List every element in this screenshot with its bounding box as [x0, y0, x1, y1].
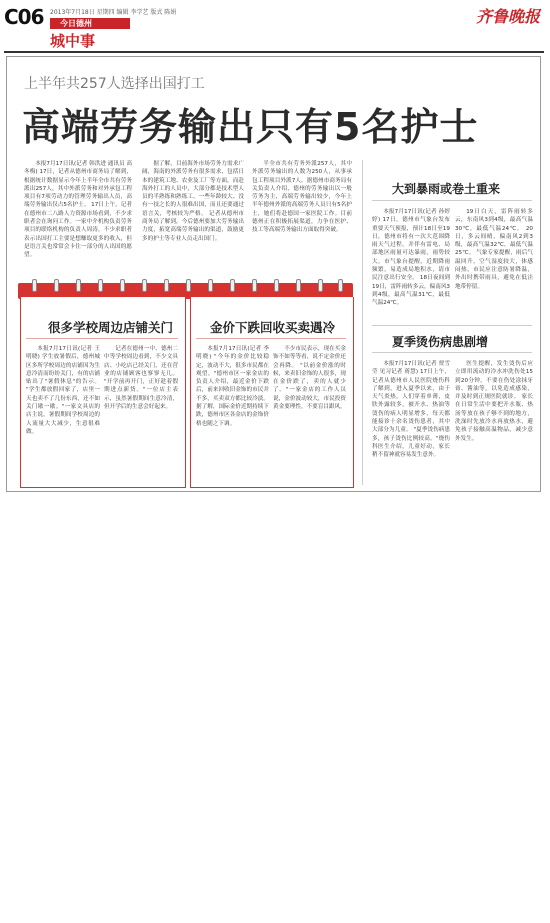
card-schools-column-1-text: 本报7月17日讯(记者 王明晓) 学生放暑假后，德州城区多所学校周边的店铺因为生意冷清而纷纷关门，有的店铺贴出了"暑假休息"的告示。 "学生都放假回家了，店里一天也卖不了几份东西，还不如关门歇一歇。"一家文具店的店主说，暑假期间学校周边的人流量大大减少，生意很难做。: [26, 346, 100, 435]
card-schools-column-2: [104, 345, 178, 482]
sidebar2-column-2-text: 医生提醒，发生烫伤后应立即用流动的冷水冲洗伤处15到20分钟，不要在伤处涂抹牙膏、酱油等，以免造成感染，并及时到正规医院就诊。 家长在日常生活中要把开水瓶、热汤等放在孩子够不到的地方，洗澡时先放冷水再放热水，避免孩子接触高温物品，减少意外发生。: [455, 361, 533, 442]
sidebar2-rule: [372, 352, 532, 353]
binder-ring-icon: [318, 279, 323, 292]
card-gold-column-1: [196, 345, 269, 482]
lead-column-2-text: 据了解，目前海外市场劳务力需求广阔，海南的外派劳务有很多需求，包括日本的建筑工地、农业及工厂等方面，而赴海外打工的人员中，大部分都是技术型人员的半熟练和熟练工。一些年龄较大、没有一技之长的人很难出国，而且还要通过语言关，考核较为严格。 记者从德州市商务局了解到，今后德州要加大劳务输出力度，拓宽高端劳务输出的渠道，鼓励更多的护士等专业人员走出国门。: [142, 161, 244, 242]
card-schools-column-2-text: 记者在德州一中、德州二中等学校周边看到，不少文具店、小吃店已经关门，还在营业的店铺顾客也寥寥无几。 "开学前再开门，正好趁着假期进点新货。"一位店主表示，虽然暑假期间生意冷清，但开学后的生意会好起来。: [104, 346, 178, 411]
binder-ring-icon: [54, 279, 59, 292]
lead-subtitle: 上半年共257人选择出国打工: [24, 76, 205, 92]
card-schools-title: 很多学校周边店铺关门: [48, 320, 174, 335]
card-gold-title: 金价下跌回收买卖遇冷: [210, 320, 336, 335]
section-tag: 今日德州: [50, 18, 130, 29]
binder-ring-icon: [296, 279, 301, 292]
sidebar1-column-1: [372, 208, 450, 316]
lead-column-1: [24, 160, 132, 265]
binder-ring-icon: [274, 279, 279, 292]
binder-ring-icon: [230, 279, 235, 292]
sidebar1-rule: [372, 200, 532, 201]
binder-ring-icon: [76, 279, 81, 292]
lead-column-1-text: 本报7月17日讯(记者 韩洪进 通讯员 高冬梅) 17日，记者从德州市商务局了解到，根据统计数据显示今年上半年全市共有劳务派出257人，其中外派劳务和对外承包工程项目有7项劳动力的管理劳务输出人员，高端劳务输出仅占5名护士。 17日上午，记者在德州市二八路人力资源市场看到，不少求职者会在询问工作。一家中介机构负责劳务项目的联络机构的负责人周涛，不少求职者表示出国打工主要是想赚取更多的收入，但是语言关也常常会卡住一部分的人出国的愿望。: [24, 161, 132, 259]
card-gold-column-2: [273, 345, 346, 482]
lead-column-2: [142, 160, 244, 265]
card-gold-rule: [196, 338, 346, 339]
binder-ring-icon: [120, 279, 125, 292]
binder-ring-icon: [208, 279, 213, 292]
lead-column-3-text: 半全市共有劳务外派257人，其中外派劳务输出的人数为250人，从事承包工程项目外派7人。据德州市商务局有关负责人介绍，德州的劳务输出以一般劳务为主，高端劳务输出较少，今年上半年德州外派的高端劳务人员只有5名护士，她们将赴德国一家医院工作。目前德州正在积极拓展渠道，力争在医护、技工等高端劳务输出方面取得突破。: [252, 161, 352, 234]
masthead-logo: 齐鲁晚报: [475, 7, 540, 26]
sidebar1-title: 大到暴雨或卷土重来: [392, 182, 501, 196]
sidebar-divider: [362, 160, 363, 485]
card-gold-column-2-text: 不少市民表示，现在买金饰不如等等看，说不定金价还会再降。 "以前金价涨的时候，来卖旧金饰的人很多，现在金价跌了，卖的人就少了。"一家金店的工作人员说，金价波动较大，市民投资黄金要理性，不要盲目跟风。: [273, 346, 346, 411]
sidebar2-column-1: [372, 360, 450, 485]
card-gold-column-1-text: 本报7月17日讯(记者 李明晓) "今年的金价比较稳定，波动不大，很多市民都在观望。"德州市区一家金店的负责人介绍，最近金价下跌后，前来回收旧金饰的市民并不多，买卖双方都比较冷淡。 据了解，国际金价近期持续下跌，德州市区各金店的金饰价格也随之下调。: [196, 346, 269, 427]
sidebar2-title: 夏季烫伤病患剧增: [392, 335, 489, 349]
sidebar1-column-1-text: 本报7月17日讯(记者 孙婷婷) 17日，德州市气象台发布重要天气预报，预计18日至19日，德州市将有一次大范围降雨天气过程，并伴有雷电、局部地区雨量可达暴雨，雨势较大。市气象台提醒，近期降雨频繁，易造成局地积水，请市民注意出行安全。 18日夜间到19日，雷阵雨转多云，偏南风3到4级，最高气温31℃，最低气温24℃。: [372, 209, 450, 307]
binder-ring-icon: [142, 279, 147, 292]
header-rule: [4, 51, 544, 53]
binder-ring-icon: [338, 279, 343, 292]
sidebar1-column-2-text: 19日白天，雷阵雨转多云，东南风3到4级，最高气温30℃，最低气温24℃。 20日，多云间晴，偏南风2到3级，最高气温32℃，最低气温25℃。 气象专家提醒，雨后气温回升，空气湿度较大，体感闷热，市民应注意防暑降温，外出时携带雨具，避免在低洼地带停留。: [455, 209, 533, 290]
sidebar1-column-2: [455, 208, 533, 316]
page-number: C06: [4, 5, 44, 29]
sidebar2-column-1-text: 本报7月17日讯(记者 贾雪莹 见习记者 蒋慧) 17日上午，记者从德州市人民医院烧伤科了解到，进入夏季以来，由于天气炎热，人们穿着单薄，皮肤外露较多，被开水、热油等烫伤的病人明显增多，每天都能接诊十余名烫伤患者，其中大部分为儿童。 "夏季烫伤病患多，孩子烫伤比例较高。"烧伤科医生介绍，儿童好动，家长稍不留神就容易发生意外。: [372, 361, 450, 459]
binder-ring-icon: [32, 279, 37, 292]
lead-column-3: [252, 160, 352, 265]
card-schools-column-1: [26, 345, 100, 482]
lead-headline: 高端劳务输出只有5名护士: [22, 105, 479, 149]
binder-ring-icon: [186, 279, 191, 292]
sidebar2-column-2: [455, 360, 533, 485]
sidebar-separator: [372, 325, 532, 326]
binder-ring-icon: [164, 279, 169, 292]
issue-meta: 2013年7月18日 星期四 编辑 李学艺 版式 陈娟: [50, 9, 177, 16]
section-title: 城中事: [50, 32, 96, 50]
binder-ring-icon: [98, 279, 103, 292]
card-schools-rule: [26, 338, 178, 339]
binder-ring-icon: [252, 279, 257, 292]
